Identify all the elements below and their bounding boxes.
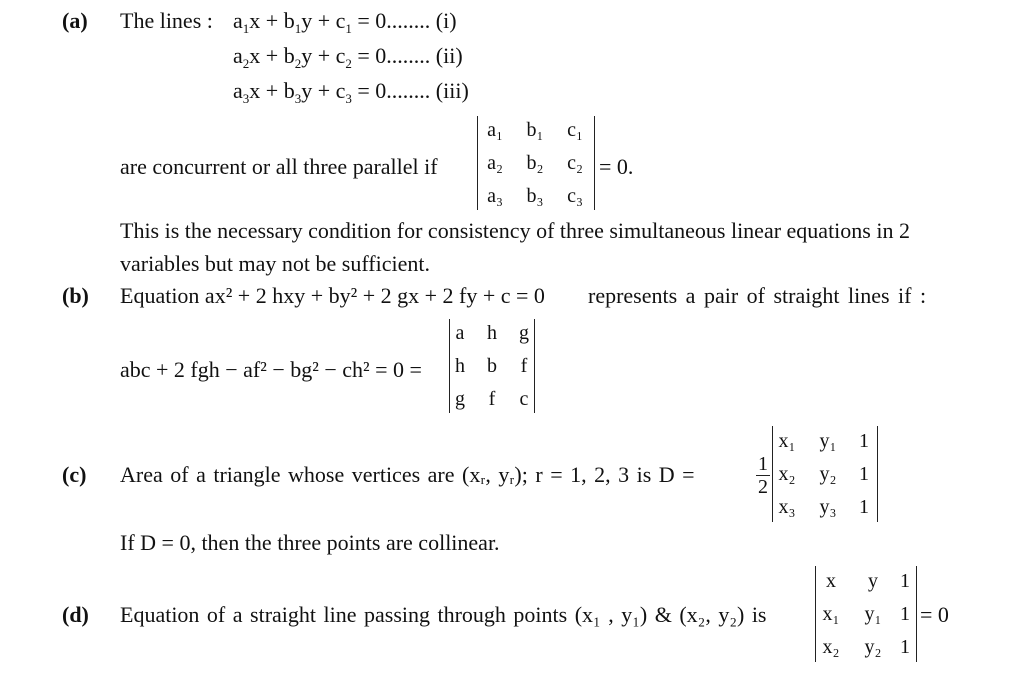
label-d: (d) <box>62 602 89 627</box>
det-c-cell: 1 <box>859 430 869 452</box>
det-c-cell: y₃ <box>819 496 837 518</box>
det-d-cell: x₂ <box>822 636 840 658</box>
det-b-cell: c <box>519 388 529 410</box>
note-line-1: This is the necessary condition for consistency of three simultaneous linear equations in 2 <box>120 218 910 243</box>
determinant-b <box>449 319 535 413</box>
det-a-cell: c₂ <box>567 152 583 174</box>
det-b-cell: g <box>455 388 465 410</box>
det-d-cell: x <box>826 570 836 592</box>
det-b-cell: g <box>519 322 529 344</box>
condition-b: abc + 2 fgh − af² − bg² − ch² = 0 = <box>120 357 422 382</box>
det-a-cell: a₃ <box>487 185 503 207</box>
det-d-cell: y₂ <box>864 636 882 658</box>
det-a-cell: b₃ <box>526 185 544 207</box>
det-a-cell: a₁ <box>487 119 503 141</box>
fraction-half <box>756 454 770 497</box>
note-line-2: variables but may not be sufficient. <box>120 251 430 276</box>
determinant-c <box>772 426 878 522</box>
det-b-cell: h <box>455 355 465 377</box>
det-b-cell: a <box>455 322 465 344</box>
concurrent-text: are concurrent or all three parallel if <box>120 154 438 179</box>
det-d-cell: x₁ <box>822 603 840 625</box>
det-d-cell: y <box>868 570 878 592</box>
det-b-cell: h <box>487 322 497 344</box>
label-a: (a) <box>62 8 88 33</box>
det-d-cell: 1 <box>900 603 910 625</box>
collinear-note: If D = 0, then the three points are collinear. <box>120 530 500 555</box>
det-a-cell: a₂ <box>487 152 503 174</box>
det-a-cell: c₁ <box>567 119 583 141</box>
det-b-cell: f <box>488 388 496 410</box>
det-c-cell: 1 <box>859 463 869 485</box>
det-b-cell: f <box>520 355 528 377</box>
det-a-cell: c₃ <box>567 185 583 207</box>
fraction-numerator: 1 <box>758 453 768 475</box>
eq-zero-a: = 0. <box>599 154 634 179</box>
area-text: Area of a triangle whose vertices are (xᵣ, yᵣ); r = 1, 2, 3 is D = <box>120 462 695 487</box>
det-d-cell: 1 <box>900 636 910 658</box>
line-eq-3: $a_3x + b_3y + c_3 = 0$........ (iii) <box>233 78 469 106</box>
eq-zero-d: = 0 <box>920 602 949 627</box>
line-through-points-text: Equation of a straight line passing through points (x₁ , y₁) & (x₂, y₂) is <box>120 602 767 627</box>
det-c-cell: 1 <box>859 496 869 518</box>
det-c-cell: y₂ <box>819 463 837 485</box>
det-c-cell: x₃ <box>778 496 796 518</box>
det-d-cell: y₁ <box>864 603 882 625</box>
det-c-cell: x₂ <box>778 463 796 485</box>
line-eq-1: $a_1x + b_1y + c_1 = 0$........ (i) <box>233 8 457 36</box>
pair-lines-text: represents a pair of straight lines if : <box>588 283 927 308</box>
det-c-cell: y₁ <box>819 430 837 452</box>
fraction-denominator: 2 <box>758 476 768 498</box>
det-a-cell: b₂ <box>526 152 544 174</box>
line-eq-2: $a_2x + b_2y + c_2 = 0$........ (ii) <box>233 43 463 71</box>
lines-intro: The lines : <box>120 8 213 33</box>
determinant-d <box>815 566 917 662</box>
equation-b: Equation ax² + 2 hxy + by² + 2 gx + 2 fy + c = 0 <box>120 283 545 308</box>
det-a-cell: b₁ <box>526 119 544 141</box>
label-b: (b) <box>62 283 89 308</box>
label-c: (c) <box>62 462 87 487</box>
determinant-a <box>477 116 595 210</box>
det-c-cell: x₁ <box>778 430 796 452</box>
det-d-cell: 1 <box>900 570 910 592</box>
det-b-cell: b <box>487 355 497 377</box>
